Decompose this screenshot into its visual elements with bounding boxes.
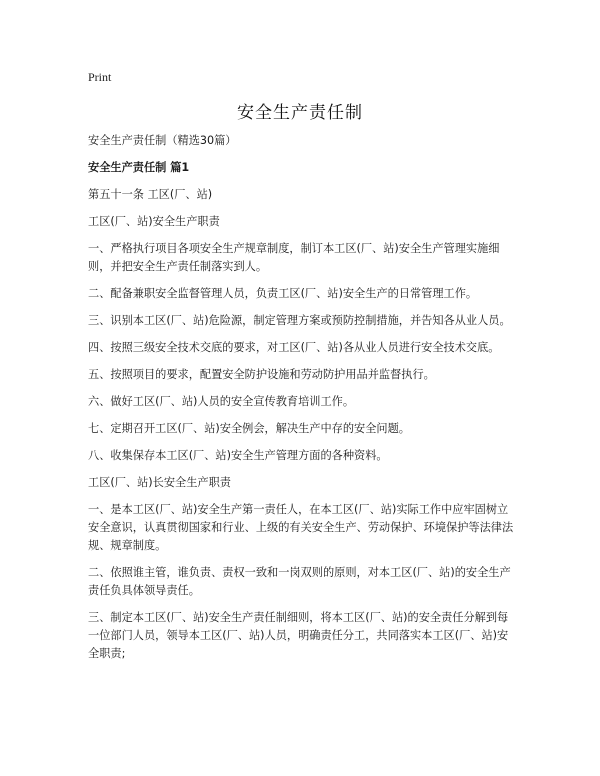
paragraph: 一、严格执行项目各项安全生产规章制度，制订本工区(厂、站)安全生产管理实施细则，并把安全生产责任制落实到人。: [88, 242, 500, 273]
paragraph: 四、按照三级安全技术交底的要求，对工区(厂、站)各从业人员进行安全技术交底。: [88, 341, 500, 354]
section-heading: 安全生产责任制 篇1: [88, 161, 190, 174]
paragraph: 第五十一条 工区(厂、站): [88, 188, 213, 201]
paragraph: 三、制定本工区(厂、站)安全生产责任制细则，将本工区(厂、站)的安全责任分解到每一位部门人员，领导本工区(厂、站)人员，明确责任分工，共同落实本工区(厂、站)安全职责;: [88, 611, 509, 660]
paragraph: 工区(厂、站)安全生产职责: [88, 215, 220, 228]
paragraph: 二、配备兼职安全监督管理人员，负责工区(厂、站)安全生产的日常管理工作。: [88, 287, 478, 300]
paragraph: 工区(厂、站)长安全生产职责: [88, 476, 231, 489]
subtitle: 安全生产责任制（精选30篇）: [88, 134, 237, 147]
page-title: 安全生产责任制: [237, 103, 363, 123]
paragraph: 七、定期召开工区(厂、站)安全例会，解决生产中存的安全问题。: [88, 422, 410, 435]
paragraph: 二、依照谁主管，谁负责、责权一致和一岗双则的原则，对本工区(厂、站)的安全生产责任负具体领导责任。: [88, 566, 511, 597]
paragraph: 一、是本工区(厂、站)安全生产第一责任人，在本工区(厂、站)实际工作中应牢固树立安全意识，认真贯彻国家和行业、上级的有关安全生产、劳动保护、环境保护等法律法规、规章制度。: [88, 503, 514, 552]
paragraph: 八、收集保存本工区(厂、站)安全生产管理方面的各种资料。: [88, 449, 388, 462]
paragraph: 五、按照项目的要求，配置安全防护设施和劳动防护用品并监督执行。: [88, 368, 435, 381]
paragraph: 三、识别本工区(厂、站)危险源，制定管理方案或预防控制措施，并告知各从业人员。: [88, 314, 511, 327]
paragraph: 六、做好工区(厂、站)人员的安全宣传教育培训工作。: [88, 395, 355, 408]
document-body: [88, 132, 518, 672]
print-label: Print: [88, 70, 112, 84]
